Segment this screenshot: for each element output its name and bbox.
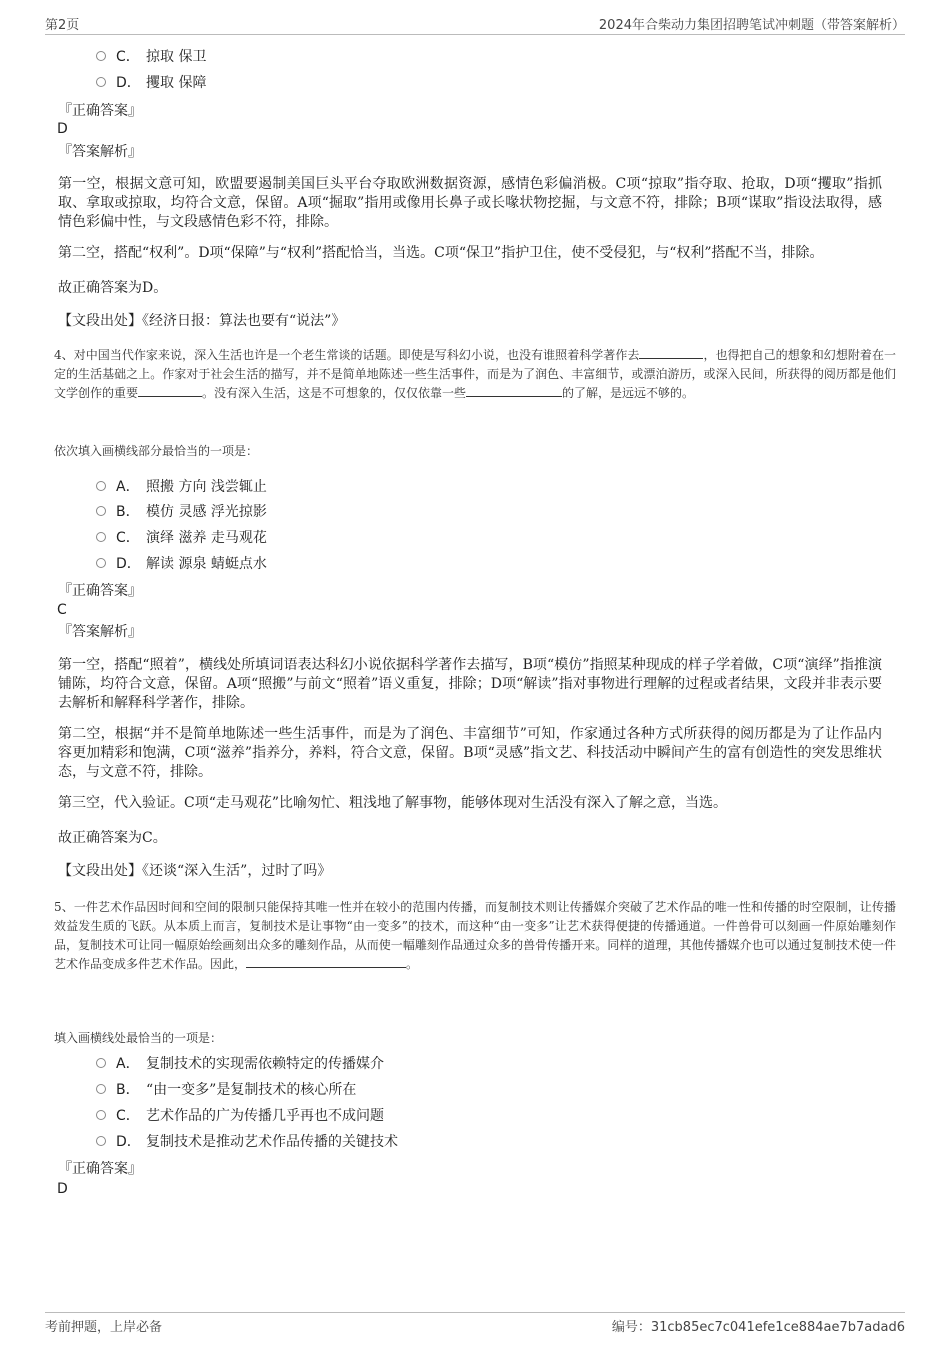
q4-option-a[interactable]: A． 照搬 方向 浅尝辄止 [96, 477, 267, 497]
q4-answer-label: 『正确答案』 [58, 583, 142, 599]
blank-line [138, 384, 202, 397]
q4-analysis-3: 第三空，代入验证。C项“走马观花”比喻匆忙、粗浅地了解事物，能够体现对生活没有深入了解之意，当选。 [58, 795, 728, 811]
radio-icon[interactable] [96, 481, 106, 491]
blank-line [639, 346, 703, 359]
radio-icon[interactable] [96, 532, 106, 542]
q4-stem: 依次填入画横线部分最恰当的一项是： [54, 444, 259, 458]
q4-analysis-1: 第一空，搭配“照着”，横线处所填词语表达科幻小说依据科学著作去描写，B项“模仿”指照某种现成的样子学着做，C项“演绎”指推演铺陈，均符合文意，保留。A项“照搬”与前文“照着”语义重复，排除；D项“解读”指对事物进行理解的过程或者结果，文段并非表示要去解析和解释科学著作，排除。 [58, 657, 882, 711]
q3-analysis-3: 故正确答案为D。 [58, 280, 168, 296]
q4-analysis-label: 『答案解析』 [58, 624, 142, 640]
q4-question: 4、对中国当代作家来说，深入生活也许是一个老生常谈的话题。即使是写科幻小说，也没有谁照着科学著作去 ，也得把自己的想象和幻想附着在一定的生活基础之上。作家对于社会生活的描写，并不是简单地陈述一些生活事件，而是为了润色、丰富细节，或漂泊游历，或深入民间，所获得的阅历都是他们文学创作的重要 。没有深入生活，这是不可想象的，仅仅依靠一些 的了解，是远远不够的。 [54, 348, 896, 400]
q5-question: 5、一件艺术作品因时间和空间的限制只能保持其唯一性并在较小的范围内传播，而复制技术则让传播媒介突破了艺术作品的唯一性和传播的时空限制，让传播效益发生质的飞跃。从本质上而言，复制技术是让事物“由一变多”的技术，而这种“由一变多”让艺术获得便捷的传播通道。一件兽骨可以刻画一件原始雕刻作品，复制技术可让同一幅原始绘画刻出众多的雕刻作品，从而使一幅雕刻作品通过众多的兽骨传播开来。同样的道理，其他传播媒介也可以通过复制技术使一件艺术作品变成多件艺术作品。因此， 。 [54, 900, 896, 971]
q3-option-c[interactable]: C． 掠取 保卫 [96, 47, 206, 67]
radio-icon[interactable] [96, 506, 106, 516]
radio-icon[interactable] [96, 1084, 106, 1094]
q5-option-b[interactable]: B． “由一变多”是复制技术的核心所在 [96, 1080, 356, 1100]
radio-icon[interactable] [96, 51, 106, 61]
q3-source: 【文段出处】《经济日报：算法也要有“说法”》 [58, 313, 346, 329]
radio-icon[interactable] [96, 1058, 106, 1068]
q5-answer-label: 『正确答案』 [58, 1161, 142, 1177]
q3-analysis-2: 第二空，搭配“权利”。D项“保障”与“权利”搭配恰当，当选。C项“保卫”指护卫住，使不受侵犯，与“权利”搭配不当，排除。 [58, 245, 824, 261]
q5-option-c[interactable]: C． 艺术作品的广为传播几乎再也不成问题 [96, 1106, 384, 1126]
q5-answer: D [57, 1181, 68, 1197]
q4-option-d[interactable]: D． 解读 源泉 蜻蜓点水 [96, 554, 267, 574]
q4-analysis-2: 第二空，根据“并不是简单地陈述一些生活事件，而是为了润色、丰富细节”可知，作家通过各种方式所获得的阅历都是为了让作品内容更加精彩和饱满，C项“滋养”指养分，养料，符合文意，保留。B项“灵感”指文艺、科技活动中瞬间产生的富有创造性的突发思维状态，与文意不符，排除。 [58, 726, 882, 780]
q4-analysis-4: 故正确答案为C。 [58, 830, 167, 846]
q3-answer: D [57, 121, 68, 137]
radio-icon[interactable] [96, 77, 106, 87]
q4-answer: C [57, 602, 67, 618]
page-number: 第2页 [45, 18, 80, 33]
footer-slogan: 考前押题，上岸必备 [45, 1320, 163, 1335]
document-id: 编号：31cb85ec7c041efe1ce884ae7b7adad6 [611, 1320, 905, 1335]
q4-option-c[interactable]: C． 演绎 滋养 走马观花 [96, 528, 267, 548]
radio-icon[interactable] [96, 1136, 106, 1146]
q5-option-d[interactable]: D． 复制技术是推动艺术作品传播的关键技术 [96, 1132, 398, 1152]
q5-stem: 填入画横线处最恰当的一项是： [54, 1031, 223, 1045]
document-title: 2024年合柴动力集团招聘笔试冲刺题（带答案解析） [598, 18, 905, 33]
blank-line [246, 955, 406, 968]
q4-source: 【文段出处】《还谈“深入生活”，过时了吗》 [58, 863, 332, 879]
q3-answer-label: 『正确答案』 [58, 103, 142, 119]
page-footer [45, 1312, 905, 1335]
radio-icon[interactable] [96, 1110, 106, 1120]
radio-icon[interactable] [96, 558, 106, 568]
blank-line [466, 384, 562, 397]
q5-option-a[interactable]: A． 复制技术的实现需依赖特定的传播媒介 [96, 1054, 384, 1074]
q4-option-b[interactable]: B． 模仿 灵感 浮光掠影 [96, 502, 267, 522]
q3-analysis-1: 第一空，根据文意可知，欧盟要遏制美国巨头平台夺取欧洲数据资源，感情色彩偏消极。C项“掠取”指夺取、抢取，D项“攫取”指抓取、拿取或掠取，均符合文意，保留。A项“掘取”指用或像用长鼻子或长喙状物挖掘，与文意不符，排除；B项“谋取”指设法取得，感情色彩偏中性，与文段感情色彩不符，排除。 [58, 176, 882, 230]
q3-analysis-label: 『答案解析』 [58, 144, 142, 160]
page-header [45, 14, 905, 35]
q3-option-d[interactable]: D． 攫取 保障 [96, 73, 206, 93]
